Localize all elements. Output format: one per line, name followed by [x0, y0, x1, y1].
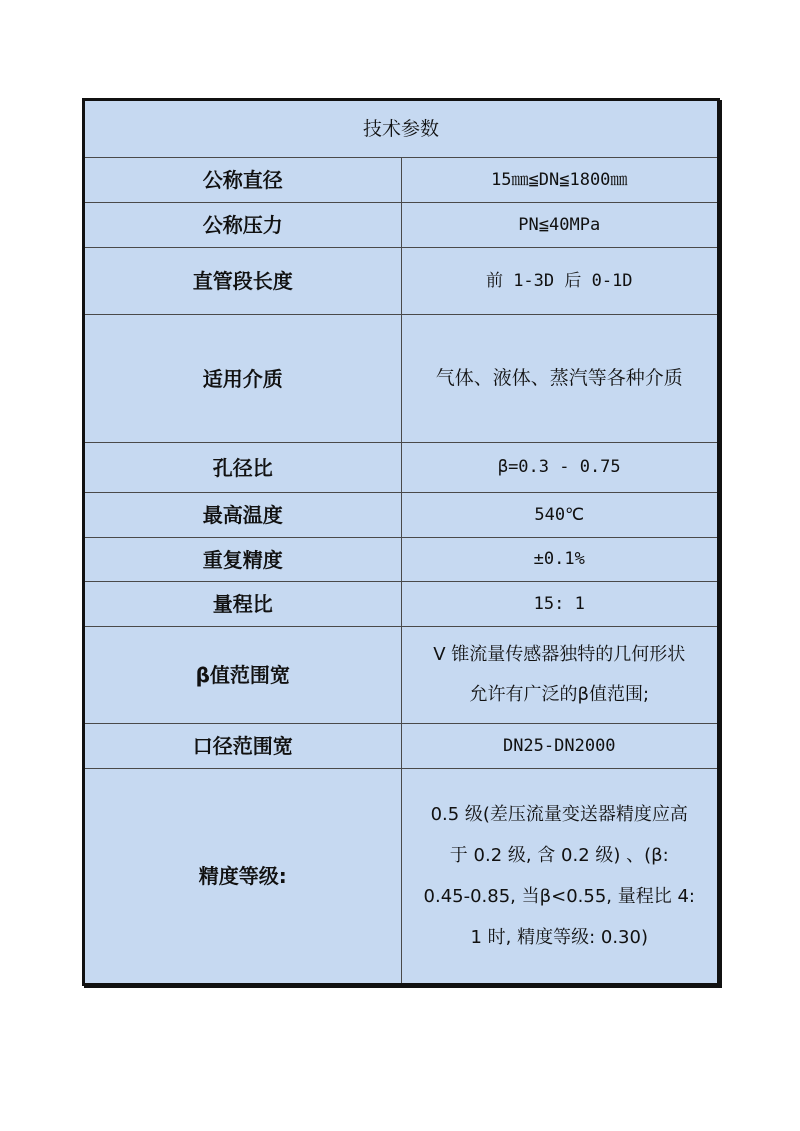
row-value-applicable-medium: 气体、液体、蒸汽等各种介质	[401, 315, 719, 443]
value-line: 允许有广泛的β值范围;	[469, 684, 650, 705]
table-row	[84, 203, 719, 248]
row-label-max-temperature: 最高温度	[84, 493, 402, 538]
row-value-straight-pipe-length: 前 1-3D 后 0-1D	[401, 248, 719, 315]
table-row	[84, 724, 719, 769]
row-label-accuracy-class: 精度等级:	[84, 769, 402, 985]
table-row	[84, 582, 719, 627]
table-row	[84, 493, 719, 538]
row-value-beta-range	[401, 627, 719, 724]
value-line: 于 0.2 级, 含 0.2 级) 、(β:	[449, 845, 669, 866]
table-title: 技术参数	[84, 100, 719, 158]
row-label-beta-range: β值范围宽	[84, 627, 402, 724]
row-label-repeatability: 重复精度	[84, 538, 402, 582]
table-row	[84, 315, 719, 443]
row-value-caliber-range: DN25-DN2000	[401, 724, 719, 769]
row-value-max-temperature: 540℃	[401, 493, 719, 538]
technical-parameters-table	[82, 98, 720, 986]
row-value-bore-ratio: β=0.3 - 0.75	[401, 443, 719, 493]
table-row	[84, 627, 719, 724]
value-line: V 锥流量传感器独特的几何形状	[433, 644, 686, 665]
row-label-bore-ratio: 孔径比	[84, 443, 402, 493]
table-row	[84, 248, 719, 315]
value-line: 0.5 级(差压流量变送器精度应高	[430, 804, 688, 825]
table-title-row	[84, 100, 719, 158]
table-row	[84, 538, 719, 582]
row-value-accuracy-class	[401, 769, 719, 985]
row-value-turndown-ratio: 15: 1	[401, 582, 719, 627]
table-row	[84, 158, 719, 203]
row-label-nominal-pressure: 公称压力	[84, 203, 402, 248]
row-value-repeatability: ±0.1%	[401, 538, 719, 582]
row-label-straight-pipe-length: 直管段长度	[84, 248, 402, 315]
value-line: 0.45-0.85, 当β<0.55, 量程比 4:	[423, 886, 695, 907]
row-value-nominal-pressure: PN≦40MPa	[401, 203, 719, 248]
row-label-caliber-range: 口径范围宽	[84, 724, 402, 769]
row-label-turndown-ratio: 量程比	[84, 582, 402, 627]
row-value-nominal-diameter: 15㎜≦DN≦1800㎜	[401, 158, 719, 203]
value-line: 1 时, 精度等级: 0.30)	[470, 927, 648, 948]
row-label-nominal-diameter: 公称直径	[84, 158, 402, 203]
table-row	[84, 769, 719, 985]
table-row	[84, 443, 719, 493]
row-label-applicable-medium: 适用介质	[84, 315, 402, 443]
